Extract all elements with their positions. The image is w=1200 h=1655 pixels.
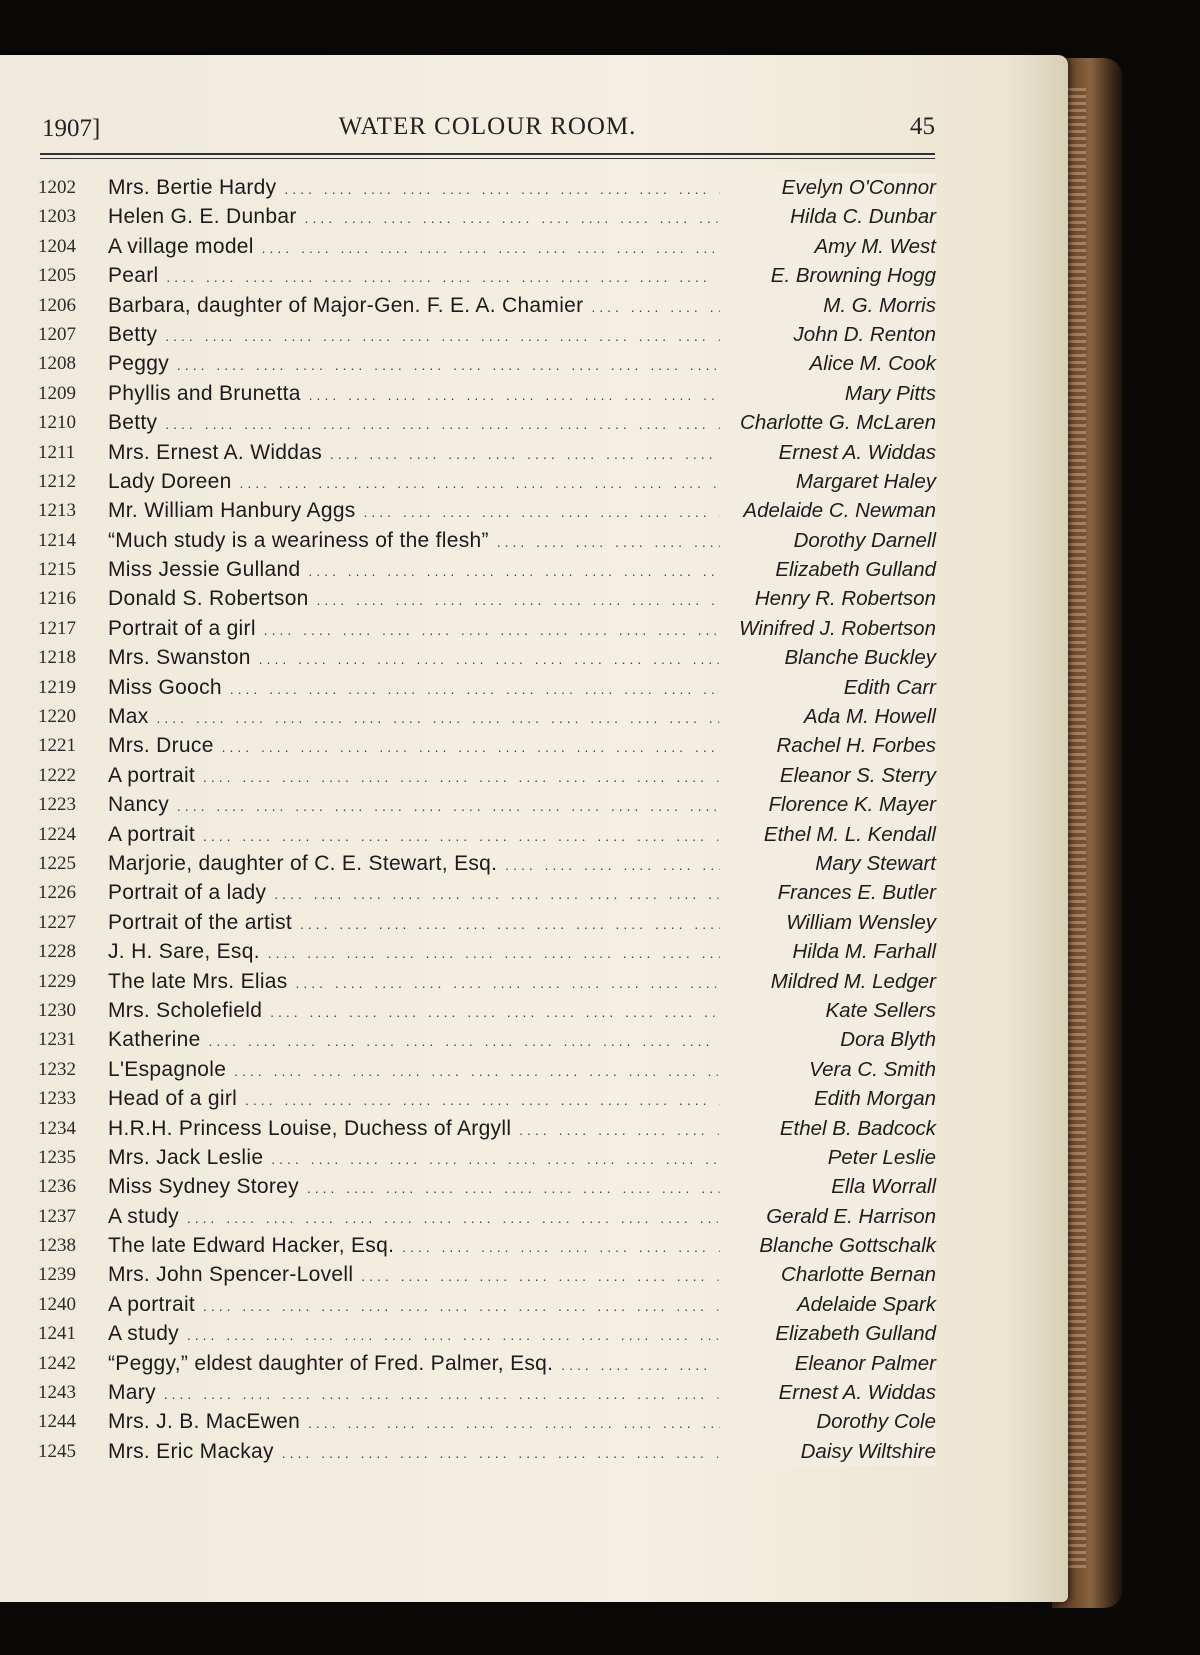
catalogue-entry xyxy=(38,1025,940,1054)
entry-artist: Daisy Wiltshire xyxy=(712,1437,936,1466)
entry-artist: Margaret Haley xyxy=(712,467,936,496)
catalogue-entry xyxy=(38,1407,940,1436)
catalogue-entry xyxy=(38,379,940,408)
entry-number: 1217 xyxy=(38,617,76,639)
entry-number: 1212 xyxy=(38,470,76,492)
page-number: 45 xyxy=(910,113,935,140)
catalogue-entry xyxy=(38,967,940,996)
entry-subject: A study .... xyxy=(108,1202,720,1233)
entry-artist: Elizabeth Gulland xyxy=(712,1319,936,1348)
catalogue-entry xyxy=(38,526,940,555)
entry-number: 1205 xyxy=(38,265,76,287)
entry-subject: A village model .... xyxy=(108,232,720,263)
catalogue-entry xyxy=(38,849,940,878)
entry-subject: Mrs. Ernest A. Widdas .... xyxy=(108,438,720,469)
catalogue-entry xyxy=(38,878,940,907)
entry-number: 1241 xyxy=(38,1323,76,1345)
entry-subject: The late Edward Hacker, Esq. .... xyxy=(108,1231,720,1262)
entry-artist: Mildred M. Ledger xyxy=(712,967,936,996)
entry-number: 1240 xyxy=(38,1293,76,1315)
catalogue-entry xyxy=(38,1437,940,1466)
header-rule xyxy=(40,153,935,155)
entry-number: 1214 xyxy=(38,529,76,551)
entry-number: 1221 xyxy=(38,735,76,757)
entry-number: 1213 xyxy=(38,500,76,522)
entry-subject: “Peggy,” eldest daughter of Fred. Palmer, Esq. .... xyxy=(108,1349,720,1380)
entry-artist: Charlotte Bernan xyxy=(712,1260,936,1289)
entry-number: 1219 xyxy=(38,676,76,698)
catalogue-entry xyxy=(38,702,940,731)
page-header xyxy=(40,113,935,147)
header-rule-thin xyxy=(40,158,935,159)
entry-artist: Elizabeth Gulland xyxy=(712,555,936,584)
entry-artist: Edith Carr xyxy=(712,673,936,702)
entry-number: 1207 xyxy=(38,323,76,345)
entry-artist: Dora Blyth xyxy=(712,1025,936,1054)
catalogue-entry xyxy=(38,202,940,231)
entry-subject: Miss Sydney Storey .... xyxy=(108,1172,720,1203)
entry-number: 1209 xyxy=(38,382,76,404)
catalogue-entry xyxy=(38,232,940,261)
entry-artist: Gerald E. Harrison xyxy=(712,1202,936,1231)
entry-subject: Miss Jessie Gulland .... xyxy=(108,555,720,586)
entry-number: 1203 xyxy=(38,206,76,228)
entry-subject: Barbara, daughter of Major-Gen. F. E. A. Chamier .... xyxy=(108,291,720,322)
catalogue-entry xyxy=(38,820,940,849)
entry-artist: M. G. Morris xyxy=(712,291,936,320)
entry-artist: Ada M. Howell xyxy=(712,702,936,731)
entry-subject: Mrs. Eric Mackay .... xyxy=(108,1437,720,1468)
entry-artist: William Wensley xyxy=(712,908,936,937)
entry-artist: Henry R. Robertson xyxy=(712,584,936,613)
entry-artist: Ernest A. Widdas xyxy=(712,438,936,467)
catalogue-entry xyxy=(38,1231,940,1260)
entry-artist: Ethel M. L. Kendall xyxy=(712,820,936,849)
entry-number: 1243 xyxy=(38,1382,76,1404)
entry-number: 1238 xyxy=(38,1235,76,1257)
catalogue-entry xyxy=(38,291,940,320)
entry-number: 1239 xyxy=(38,1264,76,1286)
catalogue-entry xyxy=(38,937,940,966)
catalogue-entry xyxy=(38,1202,940,1231)
entry-number: 1237 xyxy=(38,1205,76,1227)
entry-number: 1202 xyxy=(38,177,76,198)
entry-number: 1226 xyxy=(38,882,76,904)
catalogue-entry xyxy=(38,1319,940,1348)
catalogue-entry xyxy=(38,1290,940,1319)
entry-artist: Vera C. Smith xyxy=(712,1055,936,1084)
entry-artist: E. Browning Hogg xyxy=(712,261,936,290)
entry-subject: Phyllis and Brunetta .... xyxy=(108,379,720,410)
entry-subject: Portrait of a girl .... xyxy=(108,614,720,645)
catalogue-entry xyxy=(38,1349,940,1378)
catalogue-entry xyxy=(38,1260,940,1289)
catalogue-entry xyxy=(38,731,940,760)
entry-number: 1229 xyxy=(38,970,76,992)
entry-subject: Mary .... xyxy=(108,1378,720,1409)
entry-artist: Winifred J. Robertson xyxy=(712,614,936,643)
entry-subject: J. H. Sare, Esq. .... xyxy=(108,937,720,968)
entry-number: 1228 xyxy=(38,941,76,963)
entry-artist: Edith Morgan xyxy=(712,1084,936,1113)
entry-number: 1223 xyxy=(38,794,76,816)
entry-number: 1206 xyxy=(38,294,76,316)
catalogue-entry xyxy=(38,320,940,349)
entry-subject: Marjorie, daughter of C. E. Stewart, Esq. .... xyxy=(108,849,720,880)
entry-subject: Katherine .... xyxy=(108,1025,720,1056)
catalogue-entry xyxy=(38,584,940,613)
entry-artist: Alice M. Cook xyxy=(712,349,936,378)
entry-subject: Mrs. Jack Leslie .... xyxy=(108,1143,720,1174)
entry-subject: Max .... xyxy=(108,702,720,733)
entry-artist: Peter Leslie xyxy=(712,1143,936,1172)
entry-number: 1211 xyxy=(38,441,76,463)
catalogue-entry xyxy=(38,349,940,378)
entry-subject: A study .... xyxy=(108,1319,720,1350)
catalogue-entry xyxy=(38,467,940,496)
catalogue-entry xyxy=(38,408,940,437)
entry-subject: Mr. William Hanbury Aggs .... xyxy=(108,496,720,527)
entry-number: 1245 xyxy=(38,1440,76,1462)
entry-artist: Ernest A. Widdas xyxy=(712,1378,936,1407)
entry-number: 1232 xyxy=(38,1058,76,1080)
catalogue-entry xyxy=(38,1172,940,1201)
entry-subject: Portrait of the artist .... xyxy=(108,908,720,939)
entry-subject: A portrait .... xyxy=(108,820,720,851)
entry-number: 1210 xyxy=(38,412,76,434)
entry-subject: A portrait .... xyxy=(108,761,720,792)
catalogue-entry xyxy=(38,1378,940,1407)
entry-subject: Miss Gooch .... xyxy=(108,673,720,704)
entry-number: 1233 xyxy=(38,1088,76,1110)
entry-subject: The late Mrs. Elias .... xyxy=(108,967,720,998)
entry-artist: Eleanor S. Sterry xyxy=(712,761,936,790)
entry-artist: Ethel B. Badcock xyxy=(712,1114,936,1143)
entry-subject: Portrait of a lady .... xyxy=(108,878,720,909)
entry-number: 1216 xyxy=(38,588,76,610)
entry-subject: Mrs. Druce .... xyxy=(108,731,720,762)
entry-subject: Pearl .... xyxy=(108,261,720,292)
entry-subject: L'Espagnole .... xyxy=(108,1055,720,1086)
entry-artist: Blanche Buckley xyxy=(712,643,936,672)
entry-artist: Ella Worrall xyxy=(712,1172,936,1201)
catalogue-entry xyxy=(38,1055,940,1084)
entry-artist: Charlotte G. McLaren xyxy=(712,408,936,437)
entry-number: 1227 xyxy=(38,911,76,933)
entry-number: 1204 xyxy=(38,235,76,257)
catalogue-entry xyxy=(38,173,940,202)
catalogue-entry xyxy=(38,761,940,790)
entry-subject: Mrs. Swanston .... xyxy=(108,643,720,674)
entry-artist: Rachel H. Forbes xyxy=(712,731,936,760)
entry-subject: Lady Doreen .... xyxy=(108,467,720,498)
entry-artist: John D. Renton xyxy=(712,320,936,349)
catalogue-entry xyxy=(38,1114,940,1143)
catalogue-entry xyxy=(38,555,940,584)
entry-artist: Florence K. Mayer xyxy=(712,790,936,819)
entry-subject: Betty .... xyxy=(108,408,720,439)
entry-subject: Head of a girl .... xyxy=(108,1084,720,1115)
entry-subject: Mrs. John Spencer-Lovell .... xyxy=(108,1260,720,1291)
entry-number: 1208 xyxy=(38,353,76,375)
entry-artist: Mary Pitts xyxy=(712,379,936,408)
entry-subject: H.R.H. Princess Louise, Duchess of Argyll .... xyxy=(108,1114,720,1145)
catalogue-entry xyxy=(38,496,940,525)
entry-artist: Frances E. Butler xyxy=(712,878,936,907)
entry-number: 1215 xyxy=(38,559,76,581)
catalogue-list xyxy=(38,173,940,1466)
entry-artist: Amy M. West xyxy=(712,232,936,261)
catalogue-entry xyxy=(38,996,940,1025)
entry-subject: Mrs. Scholefield .... xyxy=(108,996,720,1027)
entry-artist: Evelyn O'Connor xyxy=(712,173,936,202)
entry-artist: Eleanor Palmer xyxy=(712,1349,936,1378)
entry-artist: Dorothy Cole xyxy=(712,1407,936,1436)
catalogue-entry xyxy=(38,1084,940,1113)
catalogue-entry xyxy=(38,673,940,702)
entry-subject: Mrs. Bertie Hardy .... xyxy=(108,173,720,204)
entry-number: 1234 xyxy=(38,1117,76,1139)
catalogue-entry xyxy=(38,643,940,672)
entry-subject: Betty .... xyxy=(108,320,720,351)
entry-number: 1236 xyxy=(38,1176,76,1198)
entry-subject: Helen G. E. Dunbar .... xyxy=(108,202,720,233)
header-year: 1907] xyxy=(42,115,101,142)
catalogue-entry xyxy=(38,261,940,290)
entry-subject: Nancy .... xyxy=(108,790,720,821)
entry-number: 1222 xyxy=(38,764,76,786)
entry-subject: A portrait .... xyxy=(108,1290,720,1321)
entry-number: 1225 xyxy=(38,852,76,874)
entry-number: 1220 xyxy=(38,706,76,728)
entry-subject: Donald S. Robertson .... xyxy=(108,584,720,615)
entry-number: 1230 xyxy=(38,999,76,1021)
entry-number: 1231 xyxy=(38,1029,76,1051)
catalogue-entry xyxy=(38,438,940,467)
entry-artist: Kate Sellers xyxy=(712,996,936,1025)
entry-number: 1242 xyxy=(38,1352,76,1374)
entry-subject: Mrs. J. B. MacEwen .... xyxy=(108,1407,720,1438)
entry-number: 1235 xyxy=(38,1146,76,1168)
entry-artist: Mary Stewart xyxy=(712,849,936,878)
entry-number: 1218 xyxy=(38,647,76,669)
entry-artist: Blanche Gottschalk xyxy=(712,1231,936,1260)
entry-artist: Hilda C. Dunbar xyxy=(712,202,936,231)
catalogue-entry xyxy=(38,614,940,643)
entry-number: 1244 xyxy=(38,1411,76,1433)
entry-subject: Peggy .... xyxy=(108,349,720,380)
entry-artist: Adelaide C. Newman xyxy=(712,496,936,525)
entry-subject: “Much study is a weariness of the flesh” .... xyxy=(108,526,720,557)
entry-number: 1224 xyxy=(38,823,76,845)
catalogue-entry xyxy=(38,1143,940,1172)
catalogue-entry xyxy=(38,790,940,819)
entry-artist: Dorothy Darnell xyxy=(712,526,936,555)
entry-artist: Adelaide Spark xyxy=(712,1290,936,1319)
page-title: WATER COLOUR ROOM. xyxy=(338,113,637,140)
entry-artist: Hilda M. Farhall xyxy=(712,937,936,966)
catalogue-entry xyxy=(38,908,940,937)
